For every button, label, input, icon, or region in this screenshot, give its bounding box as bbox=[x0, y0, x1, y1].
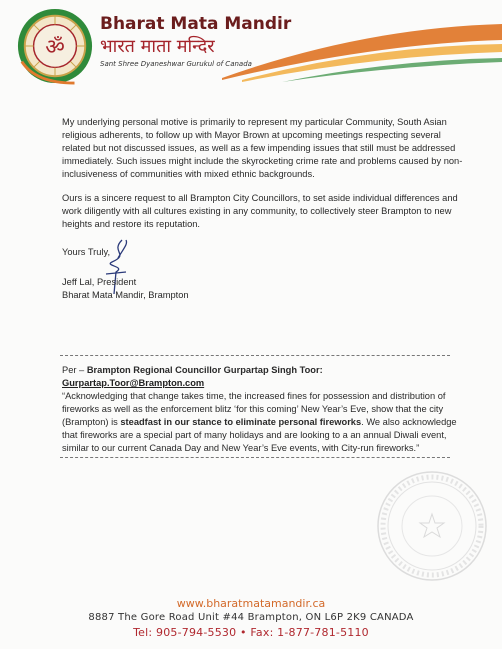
quote-bold-text: steadfast in our stance to eliminate personal fireworks bbox=[120, 417, 362, 427]
councillor-quote bbox=[62, 364, 462, 455]
footer-website-link[interactable]: www.bharatmatamandir.ca bbox=[176, 597, 326, 610]
org-subtitle: Sant Shree Dyaneshwar Gurukul of Canada bbox=[100, 60, 252, 68]
letter-paragraph-2: Ours is a sincere request to all Brampton City Councillors, to set aside individual differences and work diligently with all cultures existing in any community, to collectively steer Brampton to new heights and restore its reputation. bbox=[62, 193, 458, 229]
decorative-swoosh bbox=[222, 18, 502, 82]
letterhead bbox=[0, 0, 502, 90]
svg-text:ॐ: ॐ bbox=[45, 34, 65, 60]
footer-address: 8887 The Gore Road Unit #44 Brampton, ON L6P 2K9 CANADA bbox=[88, 612, 414, 623]
signature-block bbox=[62, 276, 189, 302]
quote-attribution-line: Per – Brampton Regional Councillor Gurpartap Singh Toor: Gurpartap.Toor@Brampton.com bbox=[62, 365, 323, 388]
divider-bottom bbox=[60, 457, 450, 458]
signer-name: Jeff Lal, President bbox=[62, 277, 137, 287]
quote-attribution: Brampton Regional Councillor Gurpartap Singh Toor: bbox=[86, 365, 323, 375]
councillor-email-link[interactable]: Gurpartap.Toor@Brampton.com bbox=[62, 378, 205, 388]
footer bbox=[0, 597, 502, 640]
org-name: Bharat Mata Mandir bbox=[100, 14, 292, 34]
signer-org: Bharat Mata Mandir, Brampton bbox=[62, 290, 189, 300]
letter-paragraph-1: My underlying personal motive is primarily to represent my particular Community, South Asian religious adherents, to follow up with Mayor Brown at upcoming meetings respecting several related but not discussed issues, as well as a few impending issues that still must be addressed immediately. Such issues might include the skyrocketing crime rate and problems caused by non-inclusiveness of communities with mixed ethnic backgrounds. bbox=[62, 117, 463, 179]
om-mandala-logo-icon bbox=[16, 7, 94, 85]
embossed-seal-icon bbox=[376, 470, 488, 582]
org-name-hindi: भारत माता मन्दिर bbox=[100, 36, 215, 57]
footer-phones: Tel: 905-794-5530 • Fax: 1-877-781-5110 bbox=[133, 626, 369, 639]
divider-top bbox=[60, 355, 450, 356]
quote-text: “Acknowledging that change takes time, the increased fines for possession and distribution of fireworks as well as the enforcement blitz ‘for this coming’ New Year’s Eve, show that the city (Brampton) is steadfast in our stance to eliminate personal fireworks. We also acknowledge that fireworks are a special part of many holidays and are looking to a an annual Diwali event, similar to our current Canada Day and New Year’s Eve events, with City-run fireworks.” bbox=[62, 391, 457, 453]
letter-closing: Yours Truly, bbox=[62, 247, 111, 257]
